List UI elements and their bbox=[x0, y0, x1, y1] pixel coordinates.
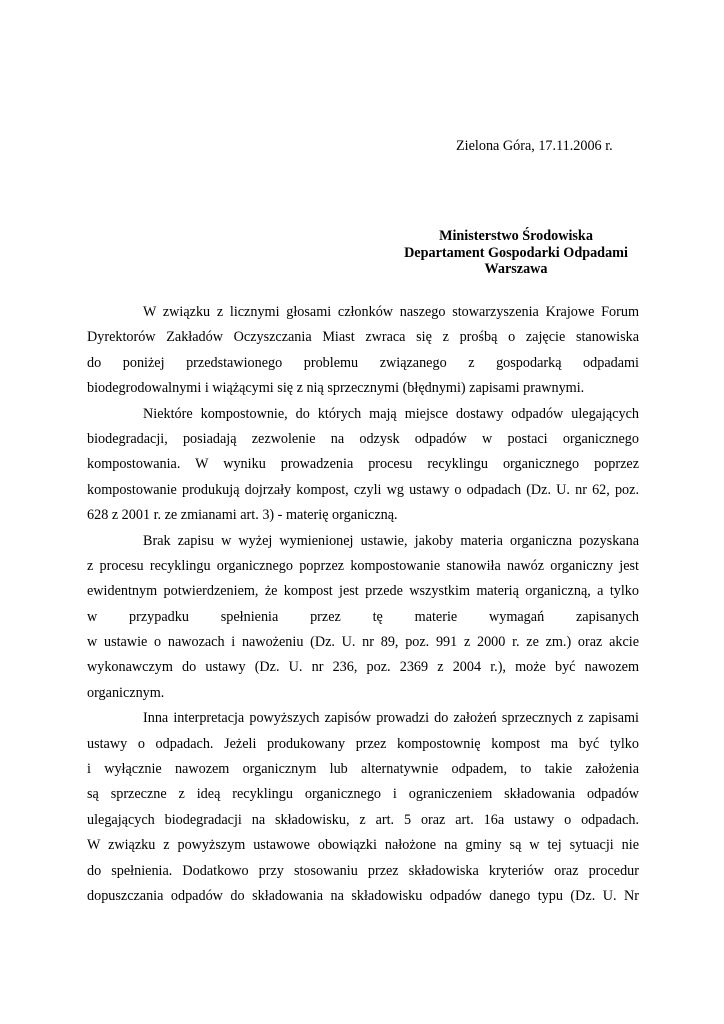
place-date: Zielona Góra, 17.11.2006 r. bbox=[456, 138, 613, 154]
paragraph-line: z procesu recyklingu organicznego poprzez kompostowanie stanowiła nawóz organiczny jest bbox=[87, 557, 639, 574]
paragraph-line: biodegrodowalnymi i wiążącymi się z nią sprzecznymi (błędnymi) zapisami prawnymi. bbox=[87, 380, 585, 397]
paragraph-line: organicznym. bbox=[87, 684, 165, 701]
paragraph-line: kompostowania. W wyniku prowadzenia procesu recyklingu organicznego poprzez bbox=[87, 456, 639, 473]
addressee-department: Departament Gospodarki Odpadami bbox=[404, 245, 628, 261]
addressee-ministry: Ministerstwo Środowiska bbox=[439, 228, 593, 244]
paragraph-line: są sprzeczne z ideą recyklingu organicznego i ograniczeniem składowania odpadów bbox=[87, 786, 639, 803]
paragraph-line: w przypadku spełnienia przez tę materie wymagań zapisanych bbox=[87, 608, 639, 625]
paragraph-line: i wyłącznie nawozem organicznym lub alternatywnie odpadem, to takie założenia bbox=[87, 761, 639, 778]
addressee-block bbox=[380, 228, 652, 262]
paragraph-line: ustawy o odpadach. Jeżeli produkowany przez kompostownię kompost ma być tylko bbox=[87, 735, 639, 752]
letter-body bbox=[87, 300, 639, 909]
paragraph-line: ulegających biodegradacji na składowisku, z art. 5 oraz art. 16a ustawy o odpadach. bbox=[87, 811, 639, 828]
paragraph-line: do poniżej przedstawionego problemu związanego z gospodarką odpadami bbox=[87, 354, 639, 371]
paragraph-line: w ustawie o nawozach i nawożeniu (Dz. U. nr 89, poz. 991 z 2000 r. ze zm.) oraz akcie bbox=[87, 634, 639, 651]
paragraph-line: kompostowanie produkują dojrzały kompost, czyli wg ustawy o odpadach (Dz. U. nr 62, poz. bbox=[87, 481, 639, 498]
paragraph-line: Brak zapisu w wyżej wymienionej ustawie, jakoby materia organiczna pozyskana bbox=[143, 532, 639, 549]
paragraph-line: Inna interpretacja powyższych zapisów prowadzi do założeń sprzecznych z zapisami bbox=[143, 710, 639, 727]
paragraph-line: wykonawczym do ustawy (Dz. U. nr 236, poz. 2369 z 2004 r.), może być nawozem bbox=[87, 659, 639, 676]
paragraph-line: Niektóre kompostownie, do których mają miejsce dostawy odpadów ulegających bbox=[143, 405, 639, 422]
paragraph-line: dopuszczania odpadów do składowania na składowisku odpadów danego typu (Dz. U. Nr bbox=[87, 887, 639, 904]
paragraph-line: Dyrektorów Zakładów Oczyszczania Miast zwraca się z prośbą o zajęcie stanowiska bbox=[87, 329, 639, 346]
paragraph-line: W związku z licznymi głosami członków naszego stowarzyszenia Krajowe Forum bbox=[143, 304, 639, 320]
paragraph-line: ewidentnym potwierdzeniem, że kompost jest przede wszystkim materią organiczną, a tylko bbox=[87, 583, 639, 600]
addressee-city: Warszawa bbox=[484, 261, 548, 277]
paragraph-line: W związku z powyższym ustawowe obowiązki nałożone na gminy są w tej sytuacji nie bbox=[87, 837, 639, 854]
paragraph-line: 628 z 2001 r. ze zmianami art. 3) - materię organiczną. bbox=[87, 507, 398, 524]
paragraph-line: biodegradacji, posiadają zezwolenie na odzysk odpadów w postaci organicznego bbox=[87, 430, 639, 447]
paragraph-line: do spełnienia. Dodatkowo przy stosowaniu przez składowiska kryteriów oraz procedur bbox=[87, 862, 639, 879]
